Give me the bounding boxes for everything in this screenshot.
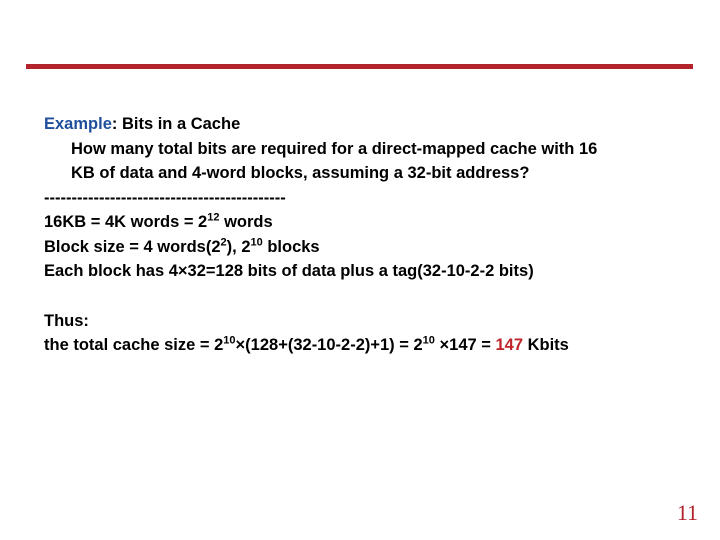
conclusion-label: Thus:	[44, 311, 89, 330]
spacer	[44, 284, 704, 309]
title-rest: : Bits in a Cache	[111, 115, 241, 133]
step-2-text-b: ), 2	[226, 237, 251, 256]
slide-title	[44, 112, 704, 137]
step-2-text-c: blocks	[262, 237, 320, 256]
question-line-2: KB of data and 4-word blocks, assuming a 32-bit address?	[71, 164, 530, 182]
conclusion-text-a: the total cache size = 2	[44, 336, 224, 354]
step-2-exponent-2: 10	[250, 236, 263, 248]
conclusion-text-b: ×(128+(32-10-2-2)+1) = 2	[235, 336, 423, 354]
step-1-text-a: 16KB = 4K words = 2	[44, 213, 208, 231]
title-prefix: Example	[44, 115, 112, 133]
conclusion-text-d: Kbits	[523, 336, 569, 354]
step-1-text-b: words	[219, 213, 273, 231]
step-2-text-a: Block size = 4 words(2	[44, 237, 221, 256]
step-1-exponent: 12	[207, 211, 220, 224]
slide-body	[44, 112, 704, 358]
header-divider	[26, 64, 693, 69]
result-highlight: 147	[495, 336, 524, 354]
question-line-1: How many total bits are required for a direct-mapped cache with 16	[71, 139, 598, 158]
step-line-1	[44, 210, 704, 235]
step-line-2	[44, 235, 704, 260]
step-line-3: Each block has 4×32=128 bits of data plus a tag(32-10-2-2 bits)	[44, 262, 534, 280]
conclusion-exponent-2: 10	[422, 334, 435, 347]
page-number: 11	[676, 500, 698, 525]
separator-line: --------------------------------------------	[44, 188, 286, 207]
conclusion-line	[44, 333, 704, 358]
conclusion-text-c: ×147 =	[434, 336, 496, 354]
step-2-exponent-1: 2	[220, 236, 227, 248]
conclusion-exponent-1: 10	[223, 334, 236, 347]
